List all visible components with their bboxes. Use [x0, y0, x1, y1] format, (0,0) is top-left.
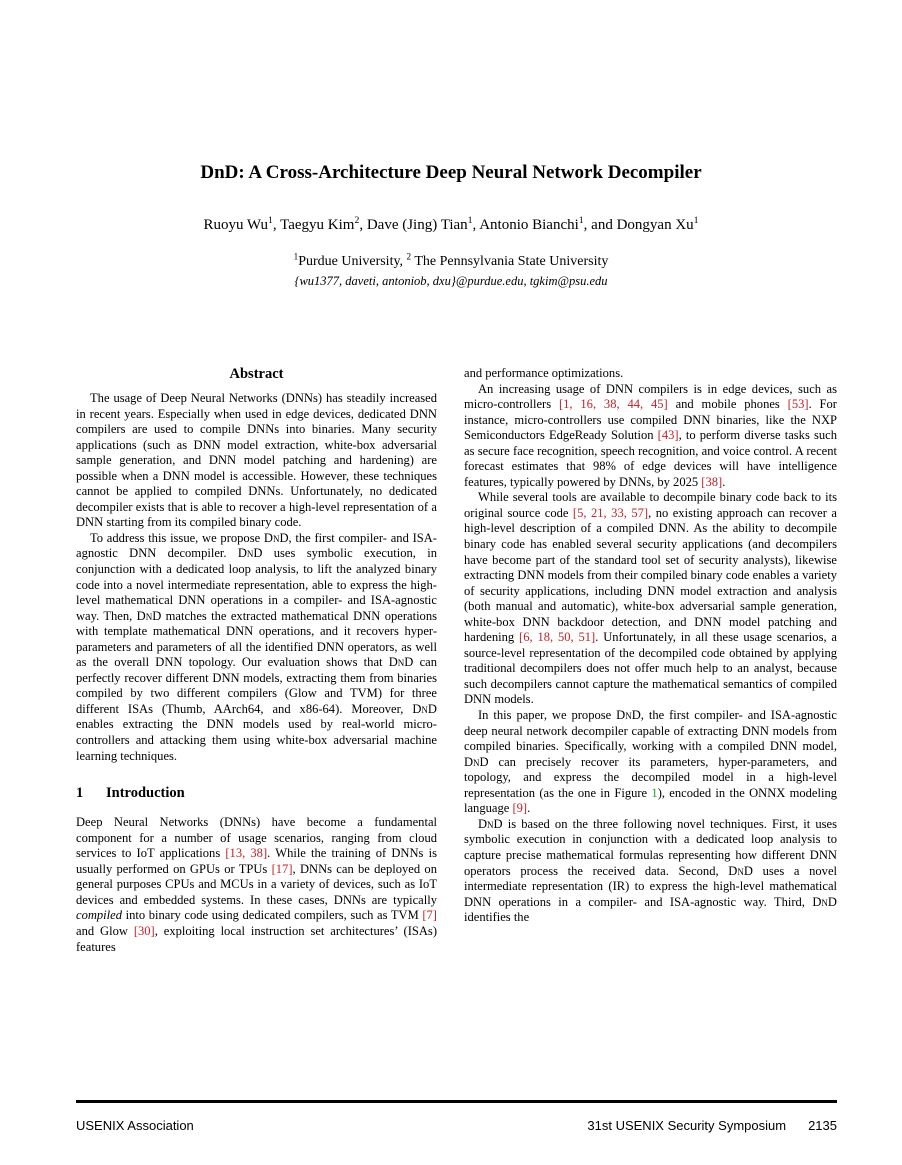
- abstract-paragraph-2: To address this issue, we propose DnD, the first compiler- and ISA-agnostic DNN decompiler. DnD uses symbolic execution, in conjunction with a dedicated loop analysis, to lift the analyzed binary code into a novel intermediate representation, able to express the high-level mathematical DNN operations in a compiler- and ISA-agnostic way. Then, DnD matches the extracted mathematical DNN operations with template mathematical DNN operations, and it recovers hyper-parameters and parameters of all the identified DNN operators, as well as the overall DNN topology. Our evaluation shows that DnD can perfectly recover different DNN models, extracting them from binaries compiled by two different compilers (Glow and TVM) for three different ISAs (Thumb, AArch64, and x86-64). Moreover, DnD enables extracting the DNN models used by real-world micro-controllers and attacking them using white-box adversarial machine learning techniques.: [76, 530, 437, 763]
- title-block: [0, 0, 902, 289]
- continuation-paragraph: and performance optimizations.: [464, 366, 624, 380]
- footer-page-number: 2135: [808, 1117, 837, 1133]
- footer-right: [587, 1118, 837, 1133]
- right-column: [464, 366, 837, 955]
- footer-rule: [76, 1100, 837, 1103]
- authors-line: Ruoyu Wu$^1$, Taegyu Kim$^2$, Dave (Jing) Tian$^1$, Antonio Bianchi$^1$, and Dongyan Xu$^1$: [203, 215, 699, 233]
- emails-line: {wu1377, daveti, antoniob, dxu}@purdue.edu, tgkim@psu.edu: [294, 274, 608, 288]
- paper-title: DnD: A Cross-Architecture Deep Neural Network Decompiler: [200, 162, 702, 183]
- page-footer: [76, 1100, 837, 1133]
- left-column: [76, 366, 437, 955]
- section-1-title: Introduction: [106, 785, 185, 802]
- intro-paragraph-2: An increasing usage of DNN compilers is in edge devices, such as micro-controllers [1, 16, 38, 44, 45] and mobile phones [53]. For instance, micro-controllers use compiled DNN binaries, like the NXP Semiconductors EdgeReady Solution [43], to perform diverse tasks such as secure face recognition, speech recognition, and voice control. A recent forecast estimates that 98% of edge devices will have intelligence features, typically powered by DNNs, by 2025 [38].: [464, 381, 837, 489]
- abstract-heading: Abstract: [229, 366, 284, 382]
- two-column-body: [76, 366, 837, 955]
- intro-paragraph-5: DnD is based on the three following novel techniques. First, it uses symbolic execution in conjunction with a dedicated loop analysis to capture precise mathematical formulas representing how different DNN operators process the received data. Second, DnD uses a novel intermediate representation (IR) to express the high-level mathematical DNN operations in a compiler- and ISA-agnostic way. Third, DnD identifies the: [464, 816, 837, 925]
- section-1-heading: [76, 785, 437, 802]
- intro-paragraph-3: While several tools are available to decompile binary code back to its original source code [5, 21, 33, 57], no existing approach can recover a high-level description of a compiled DNN. As the ability to decompile binary code has enabled several security applications (and decompilers have become part of the standard tool set of security analysts), likewise extracting DNN models from their compiled binary code enables a variety of security applications, including DNN model extraction and analysis (both manual and automatic), white-box adversarial sample generation, white-box DNN backdoor detection, and DNN model patching and hardening [6, 18, 50, 51]. Unfortunately, in all these usage scenarios, a source-level representation of the decompiled code obtained by applying traditional decompilers does not offer much help to an analyst, because such decompilers cannot capture the mathematical semantics of compiled DNN models.: [464, 490, 837, 707]
- affiliations-line: $^1$Purdue University, $^2$ The Pennsylvania State University: [293, 251, 609, 269]
- footer-conference: 31st USENIX Security Symposium: [587, 1117, 787, 1133]
- intro-paragraph-4: In this paper, we propose DnD, the first compiler- and ISA-agnostic deep neural network decompiler capable of extracting DNN models from compiled binaries. Specifically, working with a compiled DNN model, DnD can precisely recover its parameters, hyper-parameters, and topology, and express the decompiled model in a high-level representation (as the one in Figure 1), encoded in the ONNX modeling language [9].: [464, 708, 838, 816]
- abstract-paragraph-1: The usage of Deep Neural Networks (DNNs) has steadily increased in recent years. Especially when used in edge devices, dedicated DNN compilers are used to compile DNNs into binaries. Many security applications (such as DNN model extraction, white-box adversarial sample generation, and DNN model patching and hardening) are possible when a DNN model is accessible. However, these techniques cannot be applied to compiled DNNs. Unfortunately, no dedicated decompiler exists that is able to recover a high-level representation of a DNN starting from its compiled binary code.: [76, 391, 437, 530]
- section-1-number: 1: [76, 785, 84, 802]
- footer-association: USENIX Association: [76, 1117, 194, 1133]
- intro-paragraph-1: Deep Neural Networks (DNNs) have become a fundamental component for a number of usage scenarios, ranging from cloud services to IoT applications [13, 38]. While the training of DNNs is usually performed on GPUs or TPUs [17], DNNs can be deployed on general purposes CPUs and MCUs in a variety of devices, such as IoT devices and embedded systems. In these cases, DNNs are typically compiled into binary code using dedicated compilers, such as TVM [7] and Glow [30], exploiting local instruction set architectures’ (ISAs) features: [76, 815, 437, 954]
